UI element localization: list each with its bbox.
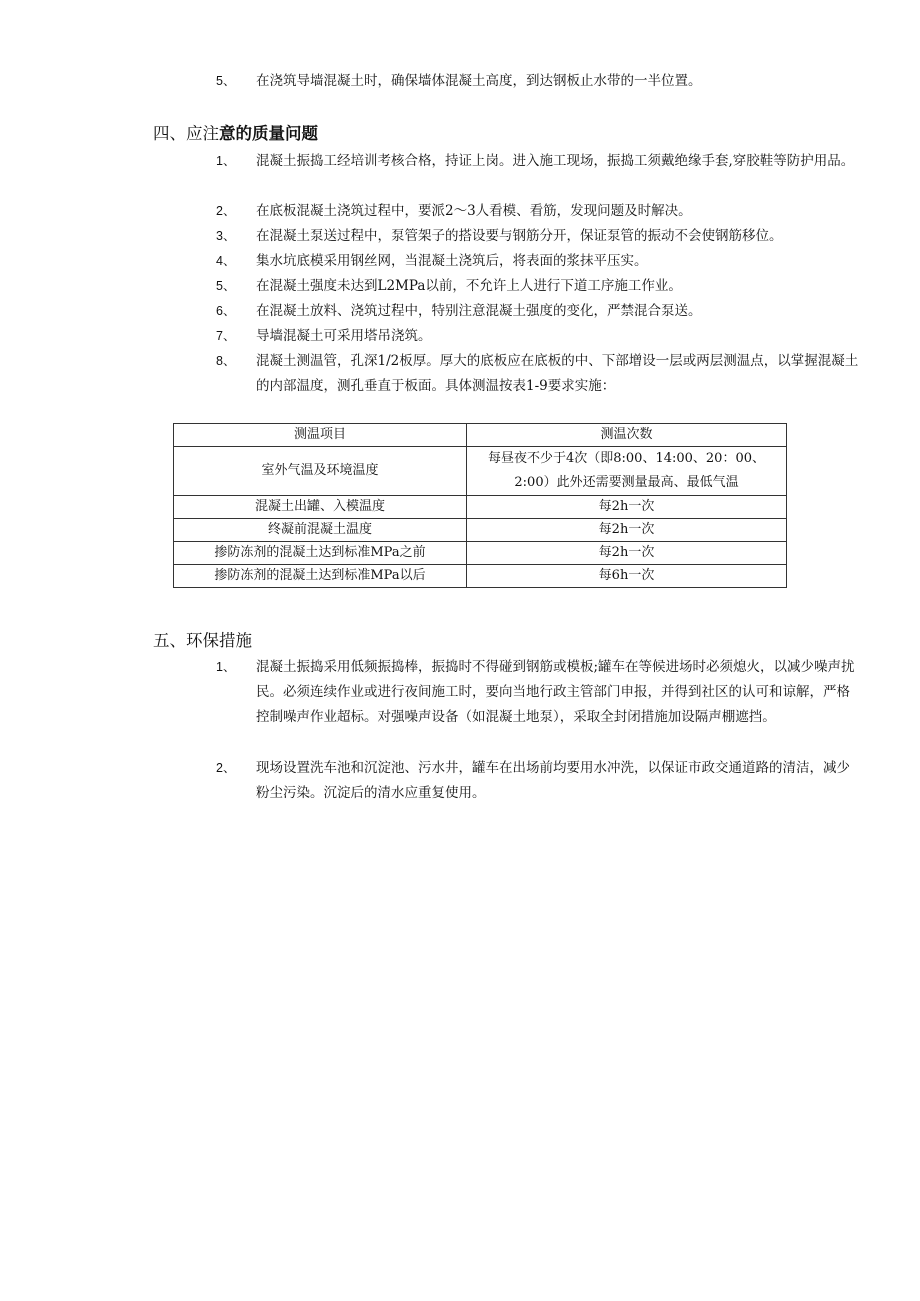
item-text: 导墙混凝土可采用塔吊浇筑。 (256, 328, 432, 344)
item-number: 2、 (216, 204, 236, 218)
table-header-row (174, 424, 787, 447)
table-row (174, 447, 787, 496)
table-cell: 每2h一次 (467, 542, 787, 565)
item-number: 1、 (216, 154, 236, 168)
heading-plain: 四、应注 (153, 124, 219, 143)
section-heading-5: 五、环保措施 (153, 631, 252, 650)
section-heading-4 (153, 122, 318, 146)
heading-bold: 意的质量问题 (219, 124, 318, 143)
item-number: 7、 (216, 329, 236, 343)
item-number: 3、 (216, 229, 236, 243)
item-number: 5、 (216, 74, 236, 88)
item-number: 2、 (216, 761, 236, 775)
table-cell: 掺防冻剂的混凝土达到标准MPa以后 (174, 565, 467, 588)
item-number: 1、 (216, 660, 236, 674)
table-header-cell: 测温次数 (467, 424, 787, 447)
table-cell: 终凝前混凝土温度 (174, 519, 467, 542)
table-cell: 室外气温及环境温度 (174, 447, 467, 496)
table-cell: 每6h一次 (467, 565, 787, 588)
item-text: 混凝土测温管，孔深1/2板厚。厚大的底板应在底板的中、下部增设一层或两层测温点，以掌握混凝土的内部温度，测孔垂直于板面。具体测温按表1-9要求实施： (256, 353, 859, 394)
item-text: 集水坑底模采用钢丝网，当混凝土浇筑后，将表面的浆抹平压实。 (256, 253, 648, 269)
table-cell (467, 447, 787, 496)
temperature-table (173, 423, 787, 588)
item-text: 现场设置洗车池和沉淀池、污水井，罐车在出场前均要用水冲洗，以保证市政交通道路的清洁，减少粉尘污染。沉淀后的清水应重复使用。 (256, 760, 850, 801)
cell-line: 2:00）此外还需要测量最高、最低气温 (514, 475, 739, 490)
item-text: 在混凝土泵送过程中，泵管架子的搭设要与钢筋分开，保证泵管的振动不会使钢筋移位。 (256, 228, 783, 244)
item-text: 在底板混凝土浇筑过程中，要派2～3人看模、看筋，发现问题及时解决。 (256, 203, 692, 219)
item-text: 混凝土振捣采用低频振捣棒，振捣时不得碰到钢筋或模板;罐车在等候进场时必须熄火，以减少噪声扰民。必须连续作业或进行夜间施工时，要向当地行政主管部门申报，并得到社区的认可和谅解，严格控制噪声作业超标。对强噪声设备（如混凝土地泵），采取全封闭措施加设隔声棚遮挡。 (256, 659, 855, 725)
table-row (174, 542, 787, 565)
item-text: 混凝土振捣工经培训考核合格，持证上岗。进入施工现场，振捣工须戴绝缘手套,穿胶鞋等防护用品。 (256, 153, 855, 169)
item-number: 4、 (216, 254, 236, 268)
item-text: 在浇筑导墙混凝土时，确保墙体混凝土高度，到达钢板止水带的一半位置。 (256, 73, 702, 89)
table-cell: 每2h一次 (467, 496, 787, 519)
table-row (174, 496, 787, 519)
item-text: 在混凝土强度未达到L2MPa以前，不允许上人进行下道工序施工作业。 (256, 278, 682, 294)
cell-line: 每昼夜不少于4次（即8:00、14:00、20：00、 (487, 451, 765, 466)
item-number: 6、 (216, 304, 236, 318)
item-number: 5、 (216, 279, 236, 293)
table-cell: 掺防冻剂的混凝土达到标准MPa之前 (174, 542, 467, 565)
item-text: 在混凝土放料、浇筑过程中，特别注意混凝土强度的变化，严禁混合泵送。 (256, 303, 702, 319)
table-header-cell: 测温项目 (174, 424, 467, 447)
item-number: 8、 (216, 354, 236, 368)
table-cell: 每2h一次 (467, 519, 787, 542)
table-cell: 混凝土出罐、入模温度 (174, 496, 467, 519)
table-row (174, 519, 787, 542)
table-row (174, 565, 787, 588)
